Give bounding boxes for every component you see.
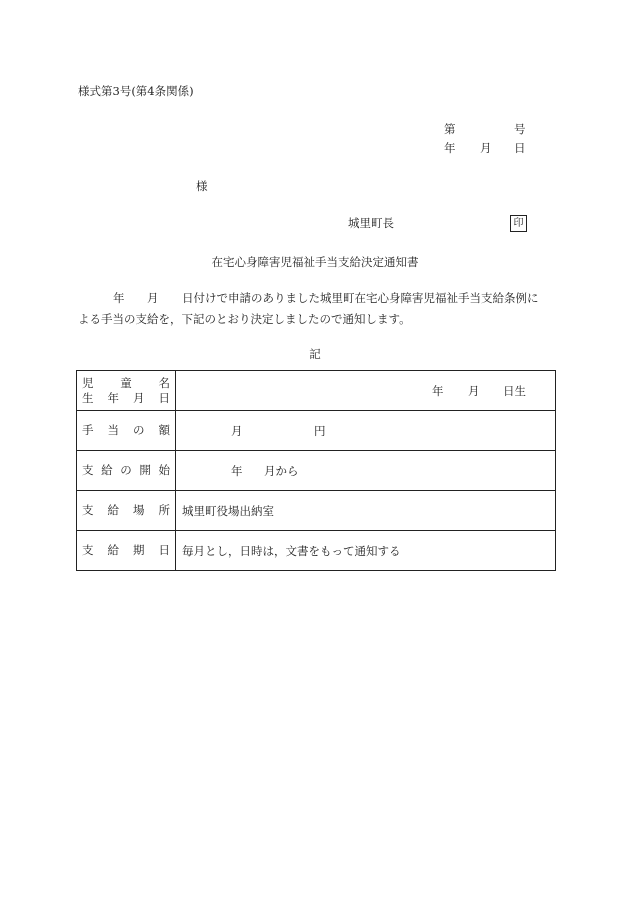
issue-date-month: 月: [480, 141, 492, 155]
amount-month: 月: [231, 423, 243, 438]
label-birthdate: 生 年 月 日: [82, 390, 170, 405]
start-year: 年: [231, 463, 243, 478]
addressee-suffix: 様: [196, 179, 208, 193]
issue-date-day: 日: [514, 141, 526, 155]
birth-year: 年: [432, 383, 444, 398]
label-child-name: 児 童 名: [82, 375, 170, 390]
start-month-from: 月から: [264, 463, 299, 478]
label-child-birthdate: [77, 371, 176, 411]
application-date-month: 月: [147, 291, 159, 305]
document-number-suffix: 号: [514, 122, 526, 136]
label-allowance-amount: 手 当 の 額: [77, 411, 176, 451]
document-number-prefix: 第: [444, 122, 456, 136]
value-payment-start: [176, 451, 556, 491]
ki-heading: 記: [309, 347, 321, 361]
amount-yen: 円: [314, 423, 326, 438]
table-row-start: [77, 451, 556, 491]
label-payment-date: 支 給 期 日: [77, 531, 176, 571]
label-payment-start: 支 給 の 開 始: [77, 451, 176, 491]
value-allowance-amount: [176, 411, 556, 451]
table-row-place: [77, 491, 556, 531]
issue-date-year: 年: [444, 141, 456, 155]
table-row-amount: [77, 411, 556, 451]
sender-name: 城里町長: [348, 216, 394, 230]
birth-month: 月: [468, 383, 480, 398]
value-payment-place: 城里町役場出納室: [176, 491, 556, 531]
application-date-year: 年: [113, 291, 125, 305]
table-row-date: [77, 531, 556, 571]
value-child-birthdate: [176, 371, 556, 411]
form-number: 様式第3号(第4条関係): [78, 84, 194, 98]
birth-day: 日生: [503, 383, 526, 398]
body-text-line1: 日付けで申請のありました城里町在宅心身障害児福祉手当支給条例に: [182, 291, 539, 305]
table-row-child: [77, 371, 556, 411]
document-title: 在宅心身障害児福祉手当支給決定通知書: [211, 255, 419, 269]
label-payment-place: 支 給 場 所: [77, 491, 176, 531]
details-table: [76, 370, 556, 571]
value-payment-date: 毎月とし，日時は，文書をもって通知する: [176, 531, 556, 571]
body-text-line2: よる手当の支給を，下記のとおり決定しましたので通知します。: [78, 312, 411, 326]
seal-mark: 印: [510, 215, 527, 232]
